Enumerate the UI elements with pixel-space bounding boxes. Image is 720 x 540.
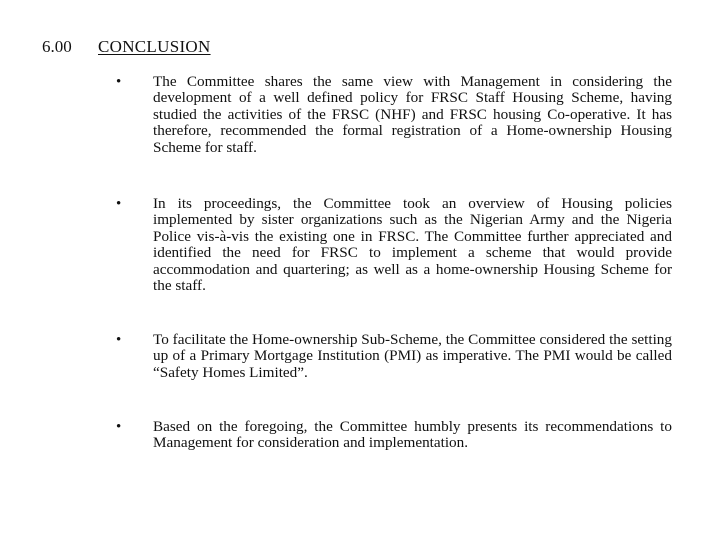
list-item-text: In its proceedings, the Committee took an overview of Housing policies implemented by sister organizations such as the Nigerian Army and the Nigeria Police vis-à-vis the existing one in FRSC. The Committee further appreciated and identified the need for FRSC to implement a scheme that would provide accommodation and quartering; as well as a home-ownership Housing Scheme for the staff. [153,195,672,295]
list-item-text: To facilitate the Home-ownership Sub-Scheme, the Committee considered the setting up of a Primary Mortgage Institution (PMI) as imperative. The PMI would be called “Safety Homes Limited”. [153,331,672,381]
section-heading [42,37,211,57]
bullet-icon: • [116,332,122,348]
bullet-icon: • [116,74,122,90]
section-title: CONCLUSION [98,37,211,56]
bullet-icon: • [116,419,122,435]
list-item-text: The Committee shares the same view with Management in considering the development of a well defined policy for FRSC Staff Housing Scheme, having studied the activities of the FRSC (NHF) and FRSC housing Co-operative. It has therefore, recommended the formal registration of a Home-ownership Housing Scheme for staff. [153,73,672,156]
section-number: 6.00 [42,37,72,56]
bullet-icon: • [116,196,122,212]
list-item-text: Based on the foregoing, the Committee humbly presents its recommendations to Management for consideration and implementation. [153,418,672,452]
